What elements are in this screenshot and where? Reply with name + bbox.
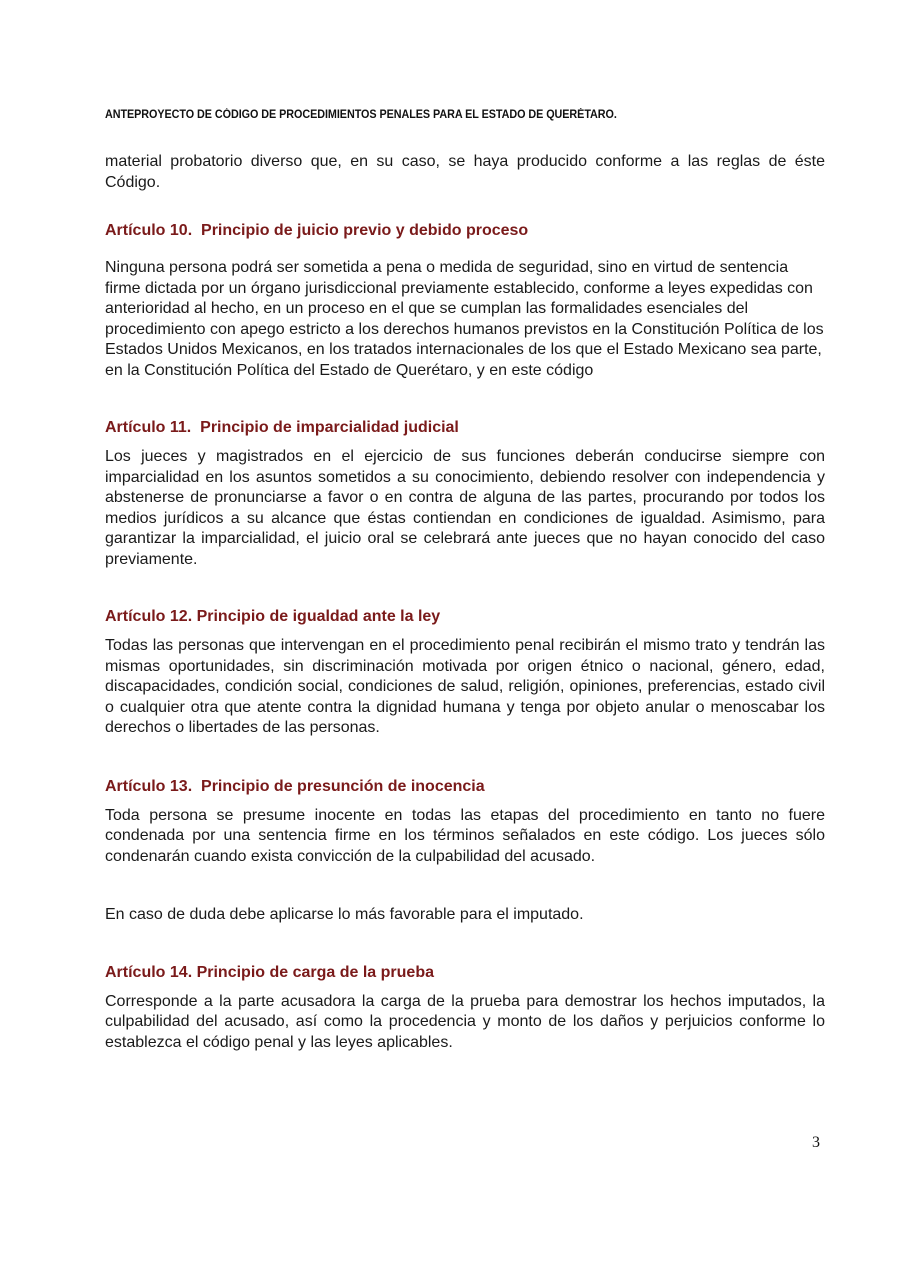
document-header: ANTEPROYECTO DE CÓDIGO DE PROCEDIMIENTOS PENALES PARA EL ESTADO DE QUERÉTARO. xyxy=(105,108,617,121)
intro-paragraph: material probatorio diverso que, en su caso, se haya producido conforme a las reglas de éste Código. xyxy=(105,153,825,191)
article-10-title: Artículo 10. Principio de juicio previo y debido proceso xyxy=(105,222,529,239)
article-14-paragraph: Corresponde a la parte acusadora la carga de la prueba para demostrar los hechos imputados, la culpabilidad del acusado, así como la procedencia y monto de los daños y perjuicios conforme lo establezca el código penal y las leyes aplicables. xyxy=(105,992,825,1051)
article-12-title: Artículo 12. Principio de igualdad ante la ley xyxy=(105,608,441,625)
article-13-title: Artículo 13. Principio de presunción de inocencia xyxy=(105,777,485,795)
article-11-title: Artículo 11. Principio de imparcialidad judicial xyxy=(105,419,459,436)
article-13-paragraph: Toda persona se presume inocente en todas las etapas del procedimiento en tanto no fuere condenada por una sentencia firme en los términos señalados en este código. Los jueces sólo condenarán cuando exista convicción de la culpabilidad del acusado. xyxy=(105,806,825,865)
article-12-paragraph: Todas las personas que intervengan en el procedimiento penal recibirán el mismo trato y tendrán las mismas oportunidades, sin discriminación motivada por origen étnico o nacional, género, edad, discapacidades, condición social, condiciones de salud, religión, opiniones, preferencias, estado civil o cualquier otra que atente contra la dignidad humana y tenga por objeto anular o menoscabar los derechos o libertades de las personas. xyxy=(105,637,825,736)
page-number: 3 xyxy=(812,1134,820,1151)
document-body xyxy=(105,152,825,1053)
article-13-paragraph-2: En caso de duda debe aplicarse lo más favorable para el imputado. xyxy=(105,906,584,923)
article-14-title: Artículo 14. Principio de carga de la prueba xyxy=(105,963,434,981)
article-10-paragraph: Ninguna persona podrá ser sometida a pena o medida de seguridad, sino en virtud de sentencia firme dictada por un órgano jurisdiccional previamente establecido, conforme a leyes expedidas con anterioridad al hecho, en un proceso en el que se cumplan las formalidades esenciales del procedimiento con apego estricto a los derechos humanos previstos en la Constitución Política de los Estados Unidos Mexicanos, en los tratados internacionales de los que el Estado Mexicano sea parte, en la Constitución Política del Estado de Querétaro, y en este código xyxy=(105,259,824,379)
article-11-paragraph: Los jueces y magistrados en el ejercicio de sus funciones deberán conducirse siempre con imparcialidad en los asuntos sometidos a su conocimiento, debiendo resolver con independencia y abstenerse de pronunciarse a favor o en contra de alguna de las partes, procurando por todos los medios jurídicos a su alcance que éstas contiendan en condiciones de igualdad. Asimismo, para garantizar la imparcialidad, el juicio oral se celebrará ante jueces que no hayan conocido del caso previamente. xyxy=(105,448,825,568)
